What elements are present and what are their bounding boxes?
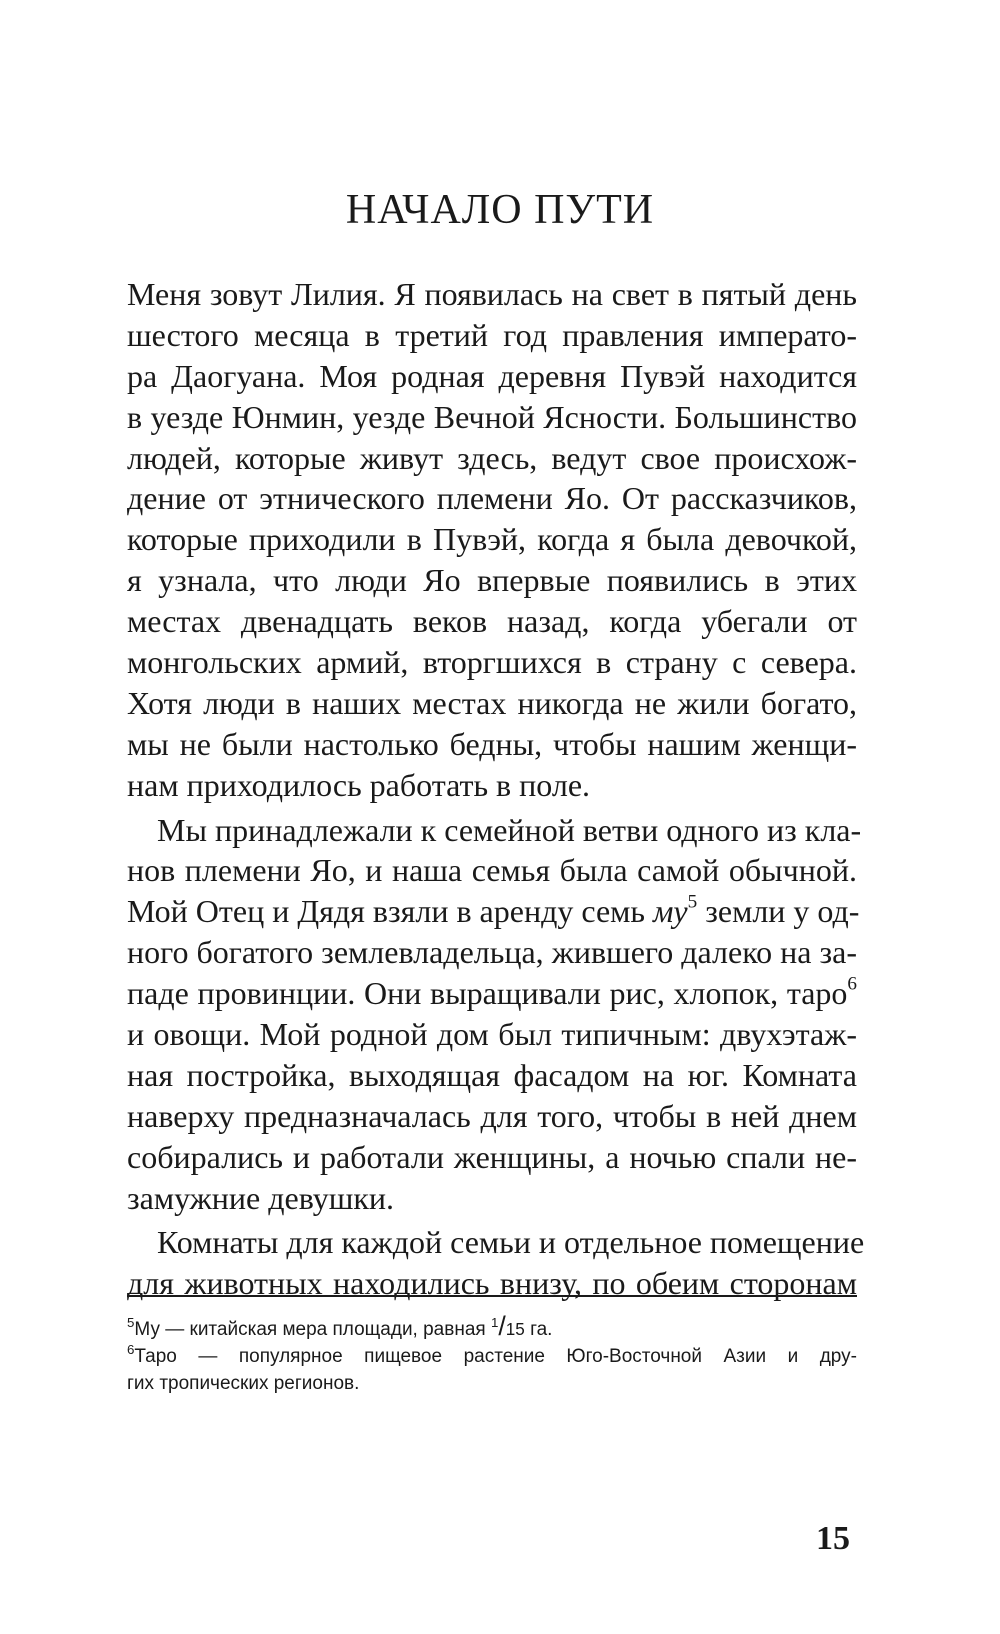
text-line: собирались и работали женщины, а ночью спали не- <box>127 1138 857 1175</box>
text-line: Хотя люди в наших местах никогда не жили богато, <box>127 684 857 721</box>
text-segment: паде провинции. Они выращивали рис, хлопок, таро <box>127 975 848 1012</box>
text-line: и овощи. Мой родной дом был типичным: двухэтаж- <box>127 1016 857 1053</box>
text-line: я узнала, что люди Яо впервые появились в этих <box>127 562 857 599</box>
paragraph <box>127 810 862 1219</box>
footnote-text: Му — китайская мера площади, равная <box>134 1319 491 1340</box>
text-line: местах двенадцать веков назад, когда убегали от <box>127 603 857 640</box>
text-line: Мы принадлежали к семейной ветви одного из кла- <box>157 811 862 848</box>
text-line: замужние девушки. <box>127 1179 395 1216</box>
text-line: ного богатого землевладельца, жившего далеко на за- <box>127 934 857 971</box>
text-line: ра Даогуана. Моя родная деревня Пувэй находится <box>127 357 857 394</box>
text-line: Комнаты для каждой семьи и отдельное помещение <box>157 1224 865 1261</box>
text-segment: Мой Отец и Дядя взяли в аренду семь <box>127 893 653 930</box>
text-line: нов племени Яо, и наша семья была самой обычной. <box>127 852 857 889</box>
footnote-ref-5[interactable]: 5 <box>687 891 698 913</box>
footnotes <box>127 1311 857 1397</box>
text-line <box>127 973 857 1014</box>
fraction-numerator: 1 <box>490 1315 499 1331</box>
paragraph <box>127 1222 865 1304</box>
text-line: наверху предназначалась для того, чтобы в ней днем <box>127 1097 857 1134</box>
footnote-6-continuation: гих тропических регионов. <box>127 1373 360 1394</box>
body-text <box>127 274 865 1304</box>
text-line: Меня зовут Лилия. Я появилась на свет в пятый день <box>127 276 857 312</box>
text-line: людей, которые живут здесь, ведут свое происхож- <box>127 439 857 476</box>
text-line: дение от этнического племени Яо. От рассказчиков, <box>127 480 857 517</box>
footnote-6 <box>127 1343 857 1370</box>
text-line: ная постройка, выходящая фасадом на юг. Комната <box>127 1056 857 1093</box>
text-line: монгольских армий, вторгшихся в страну с севера. <box>127 644 857 681</box>
fraction-denominator: 15 <box>505 1320 525 1339</box>
paragraph <box>127 274 857 806</box>
footnote-divider <box>127 1295 857 1297</box>
footnote-unit: га. <box>524 1319 553 1340</box>
text-line: в уезде Юнмин, уезде Вечной Ясности. Большинство <box>127 398 857 435</box>
chapter-title: НАЧАЛО ПУТИ <box>345 187 655 233</box>
text-line: нам приходилось работать в поле. <box>127 766 591 803</box>
italic-term: му <box>653 893 688 930</box>
fraction-slash: / <box>498 1311 506 1341</box>
text-line: мы не были настолько бедны, чтобы нашим женщи- <box>127 725 857 762</box>
text-line: шестого месяца в третий год правления императо- <box>127 316 857 353</box>
footnote-5 <box>127 1311 857 1343</box>
page-number: 15 <box>816 1520 850 1557</box>
text-line <box>127 891 860 932</box>
footnote-ref-6[interactable]: 6 <box>847 973 857 995</box>
text-line: которые приходили в Пувэй, когда я была девочкой, <box>127 521 857 558</box>
footnote-mark: 6 <box>127 1342 135 1358</box>
text-line: для животных находились внизу, по обеим сторонам <box>127 1265 857 1302</box>
footnote-text: Таро — популярное пищевое растение Юго-Восточной Азии и дру- <box>134 1346 857 1367</box>
footnote-mark: 5 <box>127 1315 135 1331</box>
text-segment: земли у од- <box>697 893 860 930</box>
